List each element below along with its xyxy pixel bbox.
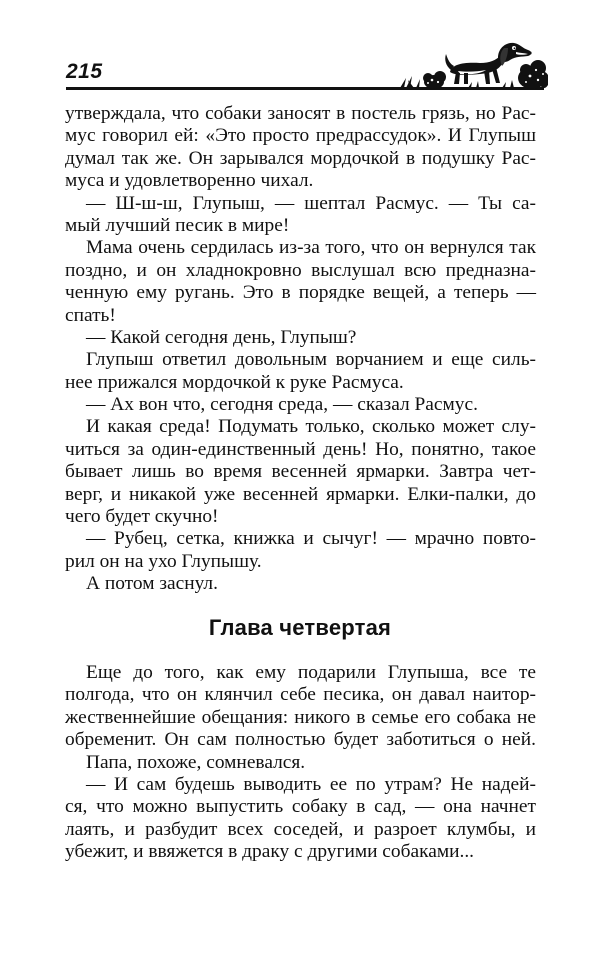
text-line: Мама очень сердилась из-за того, что он вернулся так: [86, 237, 536, 259]
text-line: лаять, и разбудит всех соседей, и разроет клумбы, и: [65, 818, 536, 840]
grass-ground-icon: [468, 80, 514, 88]
text-line: — Ш-ш-ш, Глупыш, — шептал Расмус. — Ты са-: [86, 192, 536, 214]
grass-left-icon: [400, 76, 420, 88]
page-number: 215: [66, 60, 103, 83]
page-header: [66, 40, 544, 98]
text-line: А потом заснул.: [86, 573, 218, 595]
text-line: — Какой сегодня день, Глупыш?: [86, 326, 357, 348]
text-line: — Рубец, сетка, книжка и сычуг! — мрачно повто-: [86, 528, 536, 550]
text-line: верг, и никакой уже весенней ярмарки. Елки-палки, до: [65, 483, 536, 505]
text-line: утверждала, что собаки заносят в постель грязь, но Рас-: [65, 103, 536, 124]
text-line: поздно, и он хладнокровно выслушал всю предназна-: [65, 259, 536, 281]
text-line: — И сам будешь выводить ее по утрам? Не надей-: [86, 773, 536, 795]
text-line: спать!: [65, 304, 116, 326]
text-line: Папа, похоже, сомневался.: [86, 751, 306, 773]
bush-small-icon: [423, 71, 446, 89]
text-line: жественнейшие обещания: никого в семье его собака не: [65, 706, 536, 728]
text-line: думал так же. Он зарывался мордочкой в подушку Рас-: [65, 147, 536, 169]
text-line: бывает лишь во время весенней ярмарки. Завтра чет-: [65, 461, 536, 483]
bush-large-icon: [518, 60, 548, 89]
chapter-title: Глава четвертая: [208, 615, 392, 640]
text-line: обременит. Он сам полностью будет заботиться о ней.: [65, 729, 536, 751]
text-block-top: [65, 103, 536, 596]
text-line: читься за один-единственный день! Но, понятно, такое: [65, 438, 536, 460]
text-block-bottom: [65, 662, 536, 864]
text-line: полгода, что он клянчил себе песика, он давал наитор-: [65, 684, 536, 706]
text-line: рил он на ухо Глупышу.: [65, 550, 262, 572]
text-line: муса и удовлетворенно чихал.: [65, 170, 314, 192]
text-line: чего будет скучно!: [65, 506, 219, 528]
text-line: — Ах вон что, сегодня среда, — сказал Расмус.: [86, 394, 478, 416]
text-line: Еще до того, как ему подарили Глупыша, все те: [86, 662, 536, 683]
text-line: убежит, и ввяжется в драку с другими собаками...: [65, 841, 475, 863]
text-line: ся, что можно выпустить собаку в сад, — она начнет: [65, 796, 536, 818]
dog-and-bushes-illustration: [398, 38, 548, 90]
text-line: нее прижался мордочкой к руке Расмуса.: [65, 371, 404, 393]
text-line: ченную ему ругань. Это в порядке вещей, а теперь —: [65, 282, 536, 304]
text-line: мус говорил ей: «Это просто предрассудок». И Глупыш: [65, 125, 536, 147]
text-line: мый лучший песик в мире!: [65, 214, 290, 236]
text-line: Глупыш ответил довольным ворчанием и еще силь-: [86, 349, 536, 371]
text-line: И какая среда! Подумать только, сколько может слу-: [86, 416, 536, 438]
